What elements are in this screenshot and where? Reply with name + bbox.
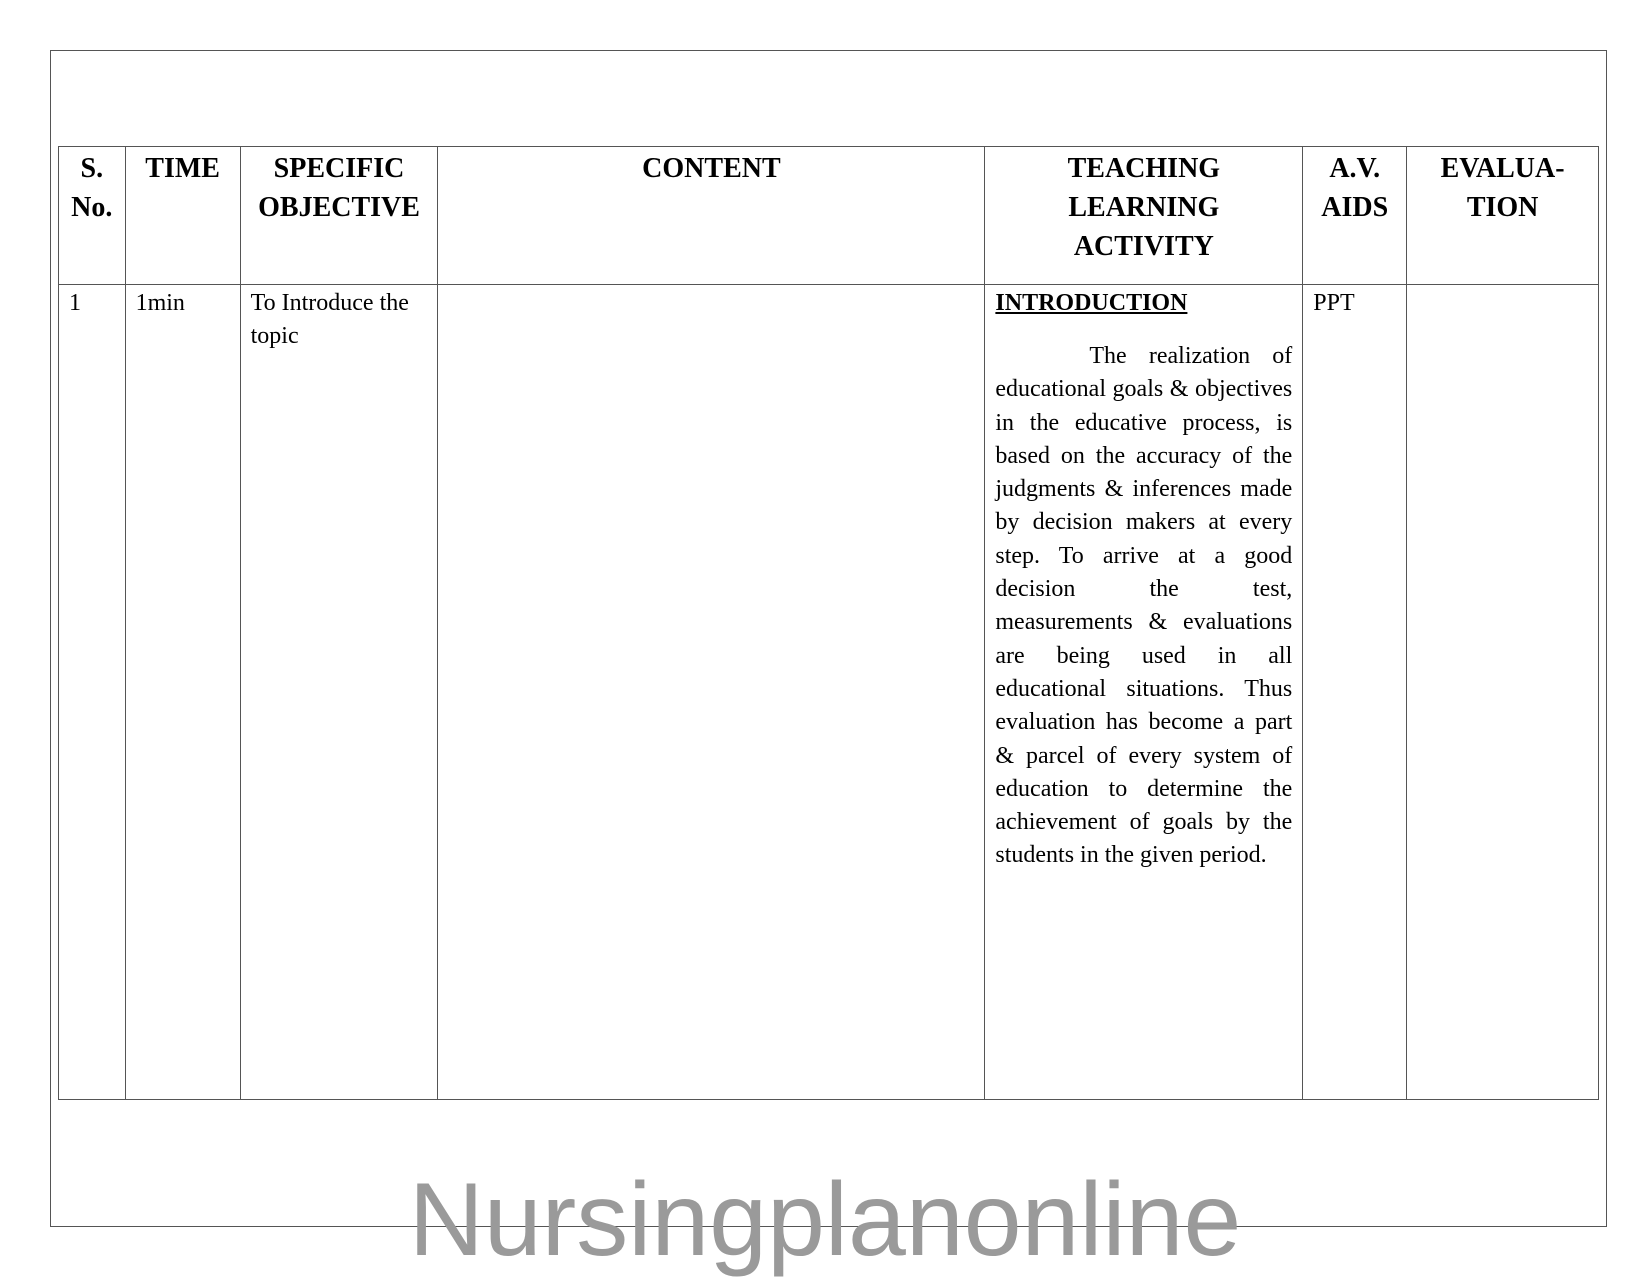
header-objective-line2: OBJECTIVE: [258, 192, 420, 223]
header-evaluation-line1: EVALUA-: [1440, 153, 1565, 184]
cell-time: 1min: [125, 285, 240, 1100]
header-time: [125, 147, 240, 285]
activity-heading: INTRODUCTION: [995, 290, 1188, 316]
header-av-line2: AIDS: [1321, 192, 1389, 223]
header-objective: [240, 147, 438, 285]
header-activity: [985, 147, 1303, 285]
header-content-label: CONTENT: [642, 153, 781, 184]
header-time-label: TIME: [145, 153, 220, 184]
cell-sno: 1: [59, 285, 126, 1100]
cell-activity: [985, 285, 1303, 1100]
header-evaluation: [1407, 147, 1599, 285]
header-objective-line1: SPECIFIC: [273, 153, 405, 184]
header-sno-line1: S.: [80, 153, 104, 184]
cell-av-aids: PPT: [1303, 285, 1407, 1100]
header-row: [59, 147, 1599, 285]
header-sno-line2: No.: [71, 192, 113, 223]
watermark-text: Nursingplanonline: [408, 1162, 1242, 1278]
cell-objective: To Introduce the topic: [240, 285, 438, 1100]
header-sno: [59, 147, 126, 285]
header-content: [438, 147, 985, 285]
header-av-line1: A.V.: [1329, 153, 1381, 184]
header-av-aids: [1303, 147, 1407, 285]
activity-text: The realization of educational goals & objectives in the educative process, is based on the accuracy of the judgments & inferences made by decision makers at every step. To arrive at a good decision the test, measurements & evaluations are being used in all educational situations. Thus evaluation has become a part & parcel of every system of education to determine the achievement of goals by the students in the given period.: [995, 343, 1293, 869]
lesson-plan-table: [58, 146, 1599, 1100]
header-activity-line3: ACTIVITY: [1073, 231, 1214, 262]
header-activity-line1: TEACHING: [1067, 153, 1221, 184]
cell-content: [438, 285, 985, 1100]
header-activity-line2: LEARNING: [1068, 192, 1220, 223]
cell-evaluation: [1407, 285, 1599, 1100]
header-evaluation-line2: TION: [1466, 192, 1539, 223]
table-row: [59, 285, 1599, 1100]
